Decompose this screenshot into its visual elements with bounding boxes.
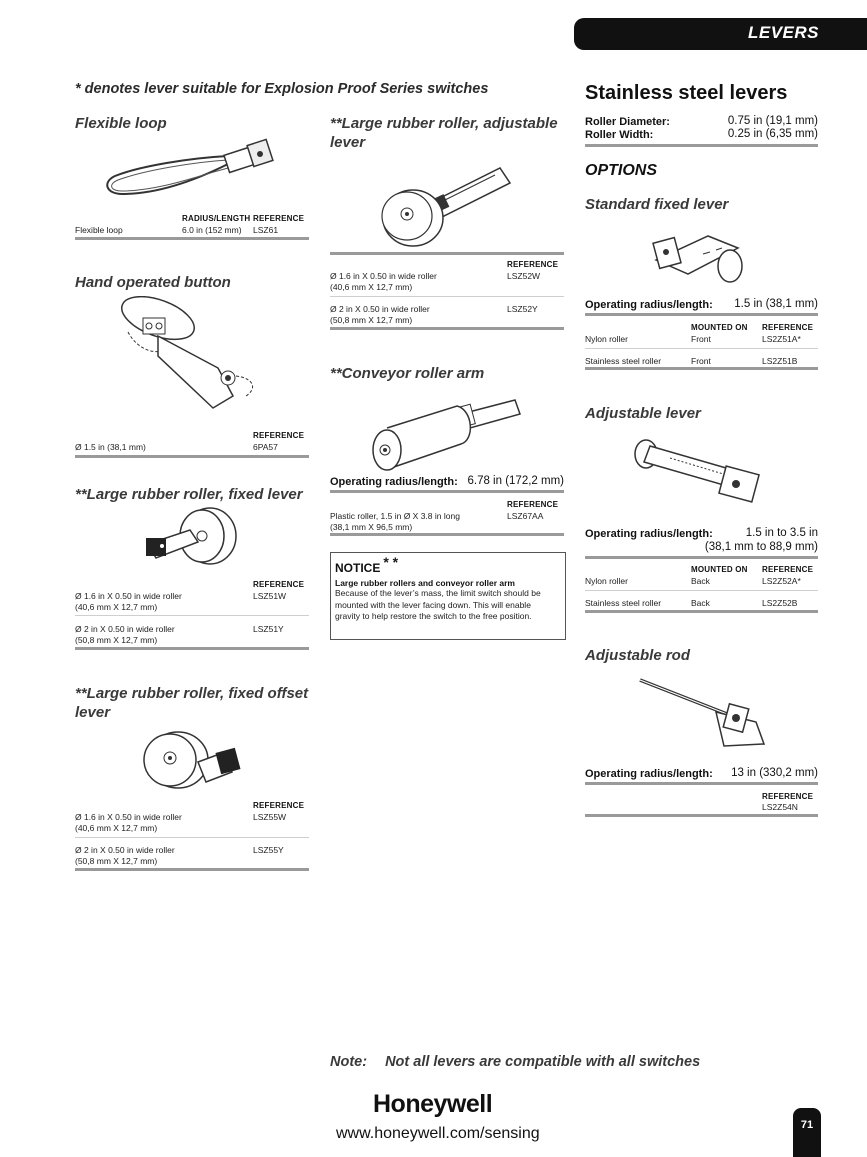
- standard-lever-title: Standard fixed lever: [585, 196, 729, 213]
- adjustable-lever-title: Adjustable lever: [585, 405, 701, 422]
- note-text: Not all levers are compatible with all switches: [385, 1054, 701, 1070]
- table-cell-desc: Ø 2 in X 0.50 in wide roller: [75, 624, 175, 634]
- honeywell-logo: Honeywell: [373, 1090, 493, 1118]
- table-rule: [585, 556, 818, 559]
- spec-value: 0.75 in (19,1 mm): [727, 115, 818, 127]
- table-cell-desc: (38,1 mm X 96,5 mm): [330, 522, 413, 532]
- notice-subtitle: Large rubber rollers and conveyor roller arm: [335, 578, 515, 588]
- table-cell-desc: Ø 2 in X 0.50 in wide roller: [330, 304, 430, 314]
- col-header-reference: REFERENCE: [507, 260, 559, 269]
- table-cell-reference: LSZ61: [253, 225, 279, 235]
- hand-button-illustration: [118, 296, 268, 414]
- conveyor-illustration: [365, 388, 535, 473]
- conveyor-title: **Conveyor roller arm: [330, 365, 485, 382]
- col-header-reference: REFERENCE: [253, 801, 305, 810]
- notice-body-line: gravity to help restore the switch to the free position.: [335, 611, 532, 621]
- col-header-radius: RADIUS/LENGTH: [182, 214, 251, 223]
- table-cell-desc: (50,8 mm X 12,7 mm): [75, 856, 158, 866]
- table-cell-desc: (50,8 mm X 12,7 mm): [330, 315, 413, 325]
- table-cell-reference: LSZ52Y: [507, 304, 538, 314]
- table-cell-reference: LS2Z52B: [762, 598, 798, 608]
- table-cell-reference: LSZ52W: [507, 271, 541, 281]
- col-header-reference: REFERENCE: [762, 792, 814, 801]
- hand-button-title: Hand operated button: [75, 274, 231, 291]
- adjustable-roller-illustration: [375, 158, 525, 250]
- table-cell-mount: Front: [691, 356, 711, 366]
- explosion-proof-note: * denotes lever suitable for Explosion Proof Series switches: [75, 81, 489, 97]
- table-cell-desc: (40,6 mm X 12,7 mm): [75, 602, 158, 612]
- col-header-reference: REFERENCE: [253, 214, 305, 223]
- table-rule: [585, 610, 818, 613]
- notice-box: [330, 552, 566, 640]
- table-cell-reference: LS2Z52A*: [762, 576, 801, 586]
- col-header-reference: REFERENCE: [762, 565, 814, 574]
- table-cell-desc: Nylon roller: [585, 334, 628, 344]
- table-cell-desc: Plastic roller, 1.5 in Ø X 3.8 in long: [330, 511, 460, 521]
- conveyor-op-value: 6.78 in (172,2 mm): [467, 475, 564, 487]
- table-cell-reference: LS2Z51A*: [762, 334, 801, 344]
- flexible-loop-title: Flexible loop: [75, 115, 167, 132]
- table-cell-reference: LSZ55Y: [253, 845, 284, 855]
- table-cell-desc: (40,6 mm X 12,7 mm): [330, 282, 413, 292]
- adjustable-lever-illustration: [630, 436, 770, 510]
- fixed-offset-title-line1: **Large rubber roller, fixed offset: [75, 685, 309, 702]
- standard-op-label: Operating radius/length:: [585, 299, 713, 311]
- table-divider: [330, 296, 564, 297]
- standard-lever-illustration: [648, 222, 753, 290]
- notice-body-line: Because of the lever’s mass, the limit switch should be: [335, 588, 541, 598]
- table-divider: [585, 348, 818, 349]
- fixed-offset-title-line2: lever: [75, 704, 111, 721]
- table-rule: [330, 533, 564, 536]
- conveyor-op-label: Operating radius/length:: [330, 476, 458, 488]
- table-cell-desc: (40,6 mm X 12,7 mm): [75, 823, 158, 833]
- table-cell-reference: LSZ51W: [253, 591, 287, 601]
- fixed-offset-illustration: [140, 730, 245, 792]
- notice-stars: * *: [383, 554, 399, 570]
- stainless-title: Stainless steel levers: [585, 82, 788, 104]
- table-cell-desc: Stainless steel roller: [585, 598, 662, 608]
- page-number: 71: [793, 1108, 821, 1157]
- table-rule: [585, 814, 818, 817]
- table-rule: [330, 327, 564, 330]
- table-rule: [75, 647, 309, 650]
- spec-label: Roller Width:: [585, 129, 654, 141]
- col-header-mounted: MOUNTED ON: [691, 565, 748, 574]
- adjustable-op-value-line1: 1.5 in to 3.5 in: [745, 527, 818, 539]
- table-rule: [585, 782, 818, 785]
- notice-body-line: mounted with the lever facing down. This will enable: [335, 599, 531, 610]
- table-rule: [330, 490, 564, 493]
- col-header-reference: REFERENCE: [762, 323, 814, 332]
- standard-op-value: 1.5 in (38,1 mm): [734, 298, 818, 310]
- table-cell-reference: 6PA57: [253, 442, 278, 452]
- adjustable-rod-title: Adjustable rod: [585, 647, 691, 664]
- table-cell-reference: LS2Z51B: [762, 356, 798, 366]
- table-rule: [75, 868, 309, 871]
- table-rule: [585, 313, 818, 316]
- spec-label: Roller Diameter:: [585, 116, 670, 128]
- adjustable-op-value-line2: (38,1 mm to 88,9 mm): [704, 541, 818, 553]
- table-divider: [75, 837, 309, 838]
- table-cell-desc: Ø 1.6 in X 0.50 in wide roller: [75, 591, 182, 601]
- compatibility-note: [330, 1054, 700, 1070]
- table-cell-desc: Stainless steel roller: [585, 356, 662, 366]
- table-cell-mount: Back: [691, 576, 710, 586]
- table-cell-desc: Flexible loop: [75, 225, 123, 235]
- col-header-reference: REFERENCE: [507, 500, 559, 509]
- section-tab-label: LEVERS: [747, 23, 819, 42]
- table-rule: [75, 237, 309, 240]
- table-divider: [75, 615, 309, 616]
- table-cell-desc: Ø 1.6 in X 0.50 in wide roller: [330, 271, 437, 281]
- table-rule: [330, 252, 564, 255]
- table-rule: [585, 144, 818, 147]
- adjustable-rod-illustration: [636, 672, 771, 752]
- table-cell-desc: Nylon roller: [585, 576, 628, 586]
- spec-value: 0.25 in (6,35 mm): [727, 128, 818, 140]
- col-header-reference: REFERENCE: [253, 580, 305, 589]
- table-cell-reference: LSZ51Y: [253, 624, 284, 634]
- adjustable-roller-title-line2: lever: [330, 134, 366, 151]
- options-title: OPTIONS: [585, 162, 658, 179]
- table-cell-desc: Ø 1.6 in X 0.50 in wide roller: [75, 812, 182, 822]
- table-rule: [75, 455, 309, 458]
- rod-op-value: 13 in (330,2 mm): [731, 767, 818, 779]
- table-cell-mount: Back: [691, 598, 710, 608]
- fixed-lever-title: **Large rubber roller, fixed lever: [75, 486, 303, 503]
- table-cell-desc: Ø 2 in X 0.50 in wide roller: [75, 845, 175, 855]
- notice-title: NOTICE: [335, 561, 381, 575]
- table-divider: [585, 590, 818, 591]
- section-tab: [574, 18, 867, 50]
- table-cell-reference: LSZ67AA: [507, 511, 544, 521]
- table-cell-reference: LS2Z54N: [762, 802, 798, 812]
- adjustable-roller-title-line1: **Large rubber roller, adjustable: [330, 115, 558, 132]
- note-label: Note:: [330, 1054, 368, 1070]
- table-cell-reference: LSZ55W: [253, 812, 287, 822]
- table-rule: [585, 367, 818, 370]
- col-header-reference: REFERENCE: [253, 431, 305, 440]
- col-header-mounted: MOUNTED ON: [691, 323, 748, 332]
- website-url: www.honeywell.com/sensing: [336, 1125, 540, 1142]
- table-cell-radius: 6.0 in (152 mm): [182, 225, 242, 235]
- flexible-loop-illustration: [100, 136, 280, 202]
- table-cell-mount: Front: [691, 334, 711, 344]
- adjustable-op-label: Operating radius/length:: [585, 528, 713, 540]
- table-cell-desc: Ø 1.5 in (38,1 mm): [75, 442, 146, 452]
- table-cell-desc: (50,8 mm X 12,7 mm): [75, 635, 158, 645]
- rod-op-label: Operating radius/length:: [585, 768, 713, 780]
- fixed-lever-illustration: [140, 506, 240, 568]
